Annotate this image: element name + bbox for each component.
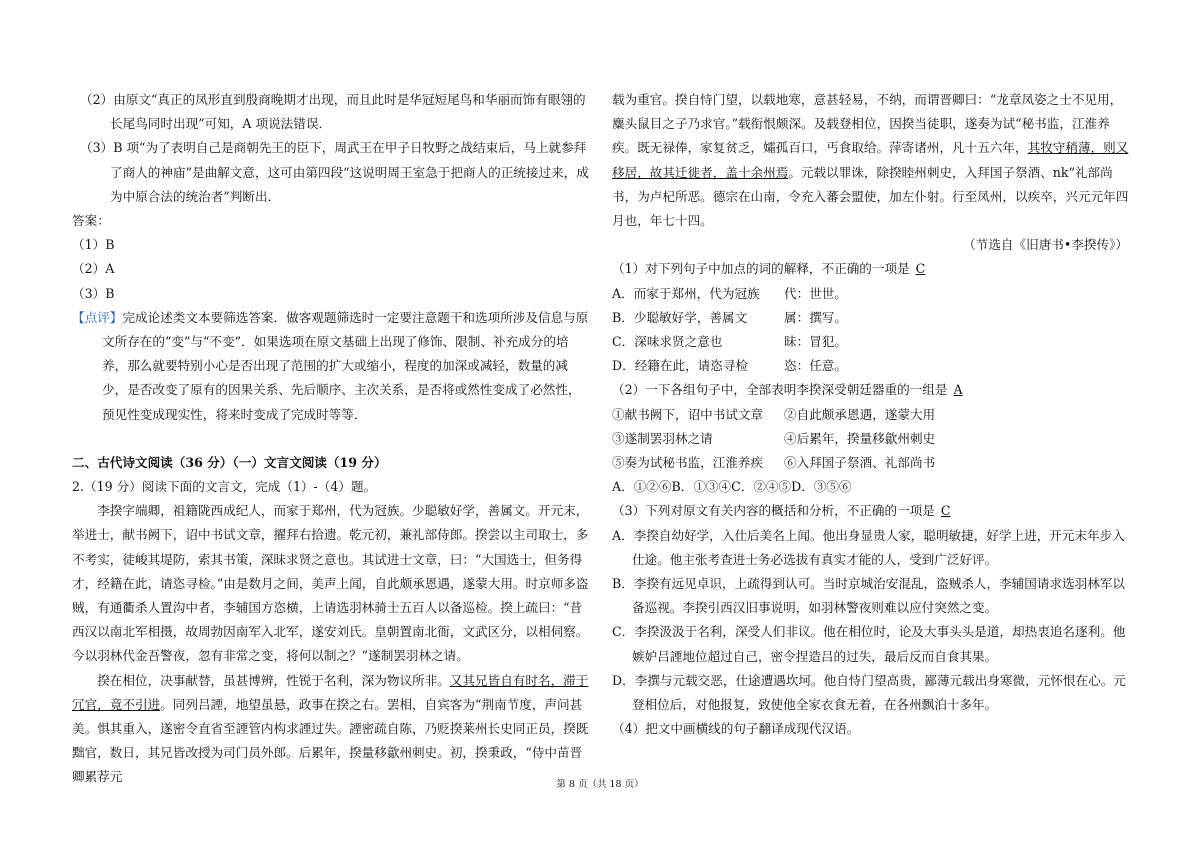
- q1-option-a: [612, 282, 1134, 306]
- q3-option-c: C．李揆汲汲于名利，深受人们非议。他在相位时，论及大事头头是道，却热衷追名逐利。他嫉妒吕諲地位超过自己，密令捏造吕的过失，最后反而自食其果。: [612, 624, 1126, 664]
- passage-text: 。同列吕諲，地望虽悬，政事在揆之右。罢相，自宾客为“荆南节度，声问甚美。惧其重入，遂密令直省至諲管内构求諲过失。諲密疏自陈，乃贬揆莱州长史同正员，揆既黜官，数日，其兄皆改授为司门员外郎。后累年，揆量移歙州刺史。初，揆秉政，“侍中苗晋卿累荐元: [72, 696, 589, 785]
- option-gloss: 属：撰写。: [784, 309, 847, 325]
- analysis-item-3: （3）B 项“为了表明自己是商朝先王的臣下，周武王在甲子日牧野之战结束后，马上就参拜了商人的神庙”是曲解文意，这可由第四段“这说明周王室急于把商人的正统接过来，成为中原合法的统治者”判断出．: [80, 140, 589, 204]
- answer-2: （2）A: [72, 261, 115, 277]
- q2-item: ②自此颇承恩遇，遂蒙大用: [784, 406, 936, 422]
- left-column: [72, 88, 592, 790]
- comment-text: 完成论述类文本要筛选答案．做客观题筛选时一定要注意题干和选项所涉及信息与原文所存在的“变”与“不变”．如果选项在原文基础上出现了修饰、限制、补充成分的培养，那么就要特别小心是否出现了范围的扩大或缩小，程度的加深或减轻，数量的减少，是否改变了原有的因果关系、先后顺序、主次关系，是否将或然性变成了必然性，预见性变成现实性，将来时变成了完成时等等．: [102, 309, 589, 422]
- question-2-stem: [612, 378, 1134, 402]
- analysis-item-2: （2）由原文“真正的凤形直到殷商晚期才出现，而且此时是华冠短尾鸟和华丽而饰有眼翎的长尾鸟同时出现”可知，A 项说法错误．: [80, 92, 586, 132]
- q2-item-row: [612, 451, 1134, 475]
- option-sentence: A．而家于郑州，代为冠族: [612, 285, 760, 301]
- question-1-stem: [612, 257, 1134, 281]
- option-sentence: D．经籍在此，请恣寻检: [612, 358, 749, 374]
- question-text: （2）一下各组句子中，全部表明李揆深受朝廷器重的一组是: [612, 382, 948, 398]
- q2-item: ⑥入拜国子祭酒、礼部尚书: [784, 455, 936, 471]
- q2-item: ①献书阙下，诏中书试文章: [612, 406, 764, 422]
- option-sentence: B．少聪敏好学，善属文: [612, 309, 748, 325]
- q2-choices: A．①②⑥B．①③④C．②④⑤D．③⑤⑥: [612, 479, 852, 495]
- underlined-sentence-1: 又其兄皆自有时名，滞于冗官，竟不引进: [72, 672, 589, 712]
- answer-1: （1）B: [72, 237, 115, 253]
- source-citation: （节选自《旧唐书•李揆传》）: [963, 237, 1128, 253]
- passage-text: 揆在相位，决事献替，虽甚博辨，性锐于名利，深为物议所非。: [97, 672, 450, 688]
- q3-option-b: B．李揆有远见卓识，上疏得到认可。当时京城治安混乱，盗贼杀人，李辅国请求选羽林军以备巡视。李揆引西汉旧事说明，如羽林警夜则难以应付突然之变。: [612, 576, 1126, 616]
- spacer: [72, 427, 592, 451]
- question-text: （1）对下列句子中加点的词的解释，不正确的一项是: [612, 261, 910, 277]
- passage-paragraph-1: 李揆字端卿，祖籍陇西成纪人，而家于郑州，代为冠族。少聪敏好学，善属文。开元末，举进士，献书阙下，诏中书试文章，擢拜右拾遗。乾元初，兼礼部侍郎。揆尝以主司取士，多不考实，徒峻其堤防，索其书策，深昧求贤之意也。其试进士文章，曰：“大国选士，但务得才，经籍在此，请恣寻检。”由是数月之间，美声上闻，自此颇承恩遇，遂蒙大用。时京师多盗贼，有通衢杀人置沟中者，李辅国方恣横，上请选羽林骑士五百人以备巡检。揆上疏曰：“昔西汉以南北军相摄，故周勃因南军入北军，遂安刘氏。皇朝置南北衙，文武区分，以相伺察。今以羽林代金吾警夜，忽有非常之变，将何以制之？”遂制罢羽林之请。: [72, 503, 589, 664]
- question-3-stem: [612, 499, 1134, 523]
- q2-item: ④后累年，揆量移歙州刺史: [784, 430, 936, 446]
- option-gloss: 恣：任意。: [784, 358, 847, 374]
- comment-paragraph: [72, 306, 592, 427]
- underlined-sentence-2: 其牧守稍薄，则又移居，故其迁徙者，盖十余州焉: [612, 140, 1129, 180]
- question-4-stem: （4）把文中画横线的句子翻译成现代汉语。: [612, 721, 860, 737]
- q3-option-a: A．李揆自幼好学，入仕后美名上闻。他出身显贵人家，聪明敏捷，好学上进，开元末年步入仕途。他主张考查进士务必选拔有真实才能的人，受到广泛好评。: [612, 527, 1125, 567]
- q2-item: ⑤奏为试秘书监，江淮养疾: [612, 455, 764, 471]
- passage-text: 载为重官。揆自恃门望，以载地寒，意甚轻易，不纳，而谓晋卿曰：“龙章凤姿之士不见用，麋头鼠目之子乃求官。”载衔恨颇深。及载登相位，因揆当徒职，遂奏为试“秘书监，江淮养疾。既无禄俸，家复贫乏，孀孤百口，丐食取给。萍寄诸州，凡十五六年，: [612, 92, 1123, 156]
- right-column: [612, 88, 1134, 741]
- answer-label: 答案：: [72, 213, 110, 229]
- question-text: （3）下列对原文有关内容的概括和分析，不正确的一项是: [612, 503, 935, 519]
- passage-text: 。元载以罪诛，除揆睦州刺史，入拜国子祭酒、nk“礼部尚书，为卢杞所恶。德宗在山南，令充入蕃会盟使，加左仆射。行至凤州，以疾卒，兴元元年四月也，年七十四。: [612, 164, 1129, 229]
- question-2-intro: 2.（19 分）阅读下面的文言文，完成（1）-（4）题。: [72, 479, 377, 495]
- q2-item-row: [612, 403, 1134, 427]
- comment-tag: 【点评】: [72, 309, 123, 325]
- option-gloss: 昧：冒犯。: [784, 334, 847, 350]
- q2-item-row: [612, 427, 1134, 451]
- answer-blank: A: [953, 382, 963, 398]
- passage-paragraph-2: [72, 669, 592, 790]
- q3-option-d: D．李撰与元载交恶，仕途遭遇坎坷。他自恃门望高贵，鄙薄元载出身寒微，元怀恨在心。元登相位后，对他报复，致使他全家衣食无着，在各州飘泊十多年。: [612, 672, 1126, 713]
- passage-paragraph-3: [612, 88, 1134, 233]
- answer-3: （3）B: [72, 285, 115, 301]
- answer-blank: C: [940, 503, 951, 519]
- page-footer: 第 8 页（共 18 页）: [556, 779, 644, 790]
- section-title: 二、古代诗文阅读（36 分）（一）文言文阅读（19 分）: [72, 454, 387, 470]
- q1-option-c: [612, 330, 1134, 354]
- q1-option-d: [612, 354, 1134, 378]
- q1-option-b: [612, 306, 1134, 330]
- option-sentence: C．深味求贤之意也: [612, 334, 723, 350]
- option-gloss: 代：世世。: [784, 285, 847, 301]
- q2-item: ③遂制罢羽林之请: [612, 430, 713, 446]
- answer-blank: C: [915, 261, 926, 277]
